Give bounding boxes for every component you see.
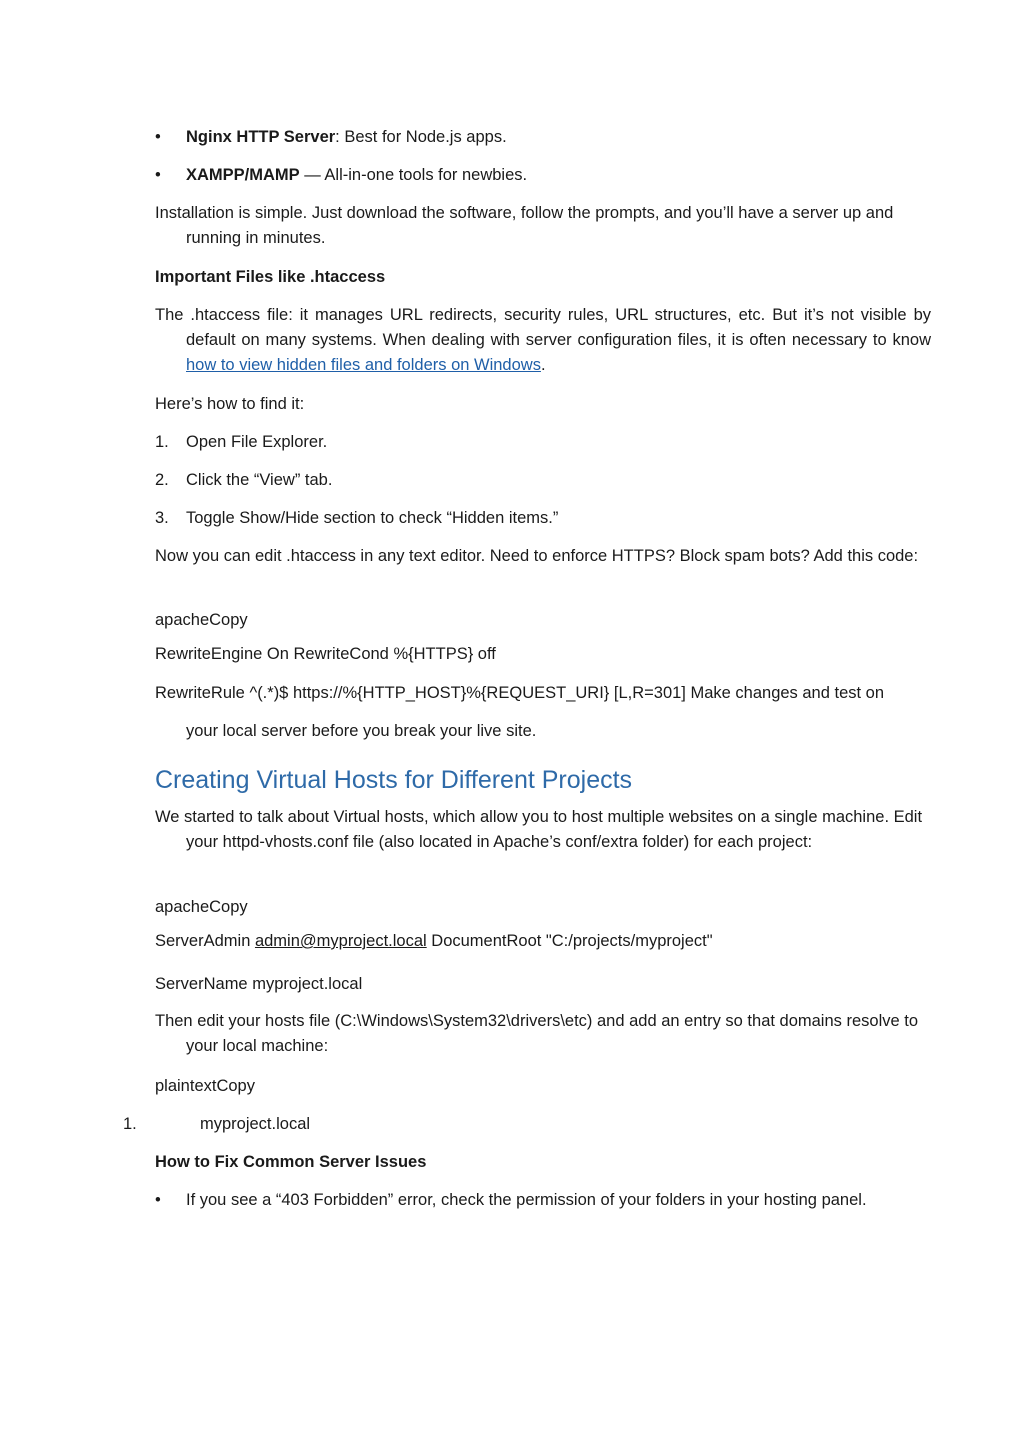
list-item: 1. Open File Explorer. (155, 433, 328, 451)
edit-paragraph: Now you can edit .htaccess in any text editor. Need to enforce HTTPS? Block spam bots? Add this code: (155, 547, 919, 565)
list-number: 1. (123, 1115, 137, 1133)
code-line: RewriteEngine On RewriteCond %{HTTPS} off (155, 645, 496, 663)
code-line: your local server before you break your live site. (186, 722, 537, 740)
hidden-files-link[interactable]: how to view hidden files and folders on Windows (186, 356, 541, 374)
bullet-bold-term: Nginx HTTP Server (186, 128, 336, 146)
fix-heading: How to Fix Common Server Issues (155, 1153, 427, 1171)
bullet-dot: • (155, 1191, 161, 1209)
email-link[interactable]: admin@myproject.local (254, 932, 427, 950)
section-heading: Creating Virtual Hosts for Different Projects (155, 766, 633, 794)
bullet-description: — All-in-one tools for newbies. (299, 166, 528, 184)
code-label: apacheCopy (155, 611, 248, 629)
code-label: plaintextCopy (155, 1077, 255, 1095)
vhosts-paragraph: We started to talk about Virtual hosts, which allow you to host multiple websites on a single machine. Edit your httpd-vhosts.conf file (also located in Apache’s conf/extra folder) for each project: (155, 808, 923, 851)
htaccess-paragraph: The .htaccess file: it manages URL redirects, security rules, URL structures, etc. But it’s not visible by default on many systems. When dealing with server configuration files, it is often necessary to know how to view hidden files and folders on Windows. (155, 306, 931, 374)
bullet-dot: • (155, 166, 161, 184)
bullet-description: : Best for Node.js apps. (335, 128, 507, 146)
hosts-paragraph: Then edit your hosts file (C:\Windows\System32\drivers\etc) and add an entry so that domains resolve to your local machine: (155, 1012, 919, 1055)
bullet-item (155, 125, 900, 150)
bullet-bold-term: XAMPP/MAMP (186, 166, 300, 184)
list-item: myproject.local (200, 1115, 311, 1133)
find-intro: Here’s how to find it: (155, 395, 305, 413)
bullet-item (155, 163, 900, 188)
code-line: ServerAdmin admin@myproject.local DocumentRoot "C:/projects/myproject" (155, 932, 713, 950)
code-label: apacheCopy (155, 898, 248, 916)
bullet-text: If you see a “403 Forbidden” error, check the permission of your folders in your hosting panel. (186, 1191, 867, 1209)
bullet-item (155, 1188, 900, 1213)
bullet-dot: • (155, 128, 161, 146)
code-line: RewriteRule ^(.*)$ https://%{HTTP_HOST}%{REQUEST_URI} [L,R=301] Make changes and test on (155, 684, 885, 702)
list-item: 3. Toggle Show/Hide section to check “Hidden items.” (155, 509, 559, 527)
htaccess-heading: Important Files like .htaccess (155, 268, 386, 286)
code-line: ServerName myproject.local (155, 975, 363, 993)
install-paragraph: Installation is simple. Just download the software, follow the prompts, and you’ll have a server up and running in minutes. (155, 204, 894, 247)
list-item: 2. Click the “View” tab. (155, 471, 333, 489)
